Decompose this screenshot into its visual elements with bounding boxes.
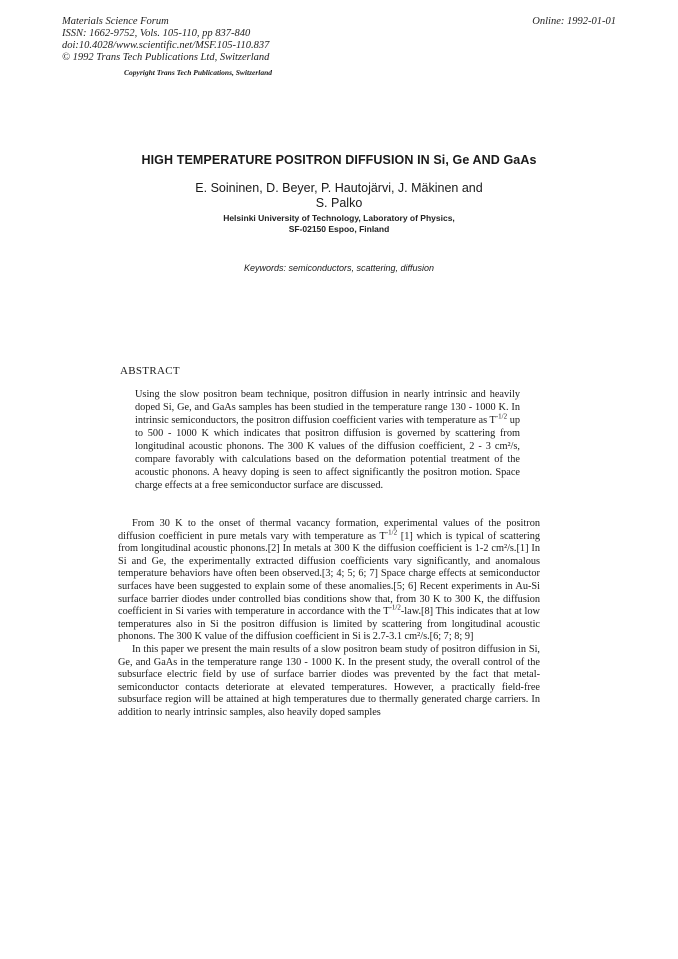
paper-title: HIGH TEMPERATURE POSITRON DIFFUSION IN Si, Ge AND GaAs — [141, 153, 537, 167]
body-paragraph-2: In this paper we present the main results of a slow positron beam study of positron diffusion in Si, Ge, and GaAs in the temperature range 130 - 1000 K. In the present study, the overall control of the subsurface electric field by use of surface barrier diodes was prevented by the fact that metal-semiconductor contacts deteriorate at elevated temperatures. However, a practically field-free subsurface region will be attained at high temperatures due to thermally generated charge carriers. In addition to nearly intrinsic samples, also heavily doped samples — [118, 643, 540, 718]
abstract-heading: ABSTRACT — [120, 365, 180, 377]
publisher-line: © 1992 Trans Tech Publications Ltd, Switzerland — [62, 52, 270, 63]
copyright-notice: Copyright Trans Tech Publications, Switzerland — [124, 68, 273, 77]
abstract-paragraph: Using the slow positron beam technique, positron diffusion in nearly intrinsic and heavily doped Si, Ge, and GaAs samples has been studied in the temperature range 130 - 1000 K. In intrinsic semiconductors, the positron diffusion coefficient varies with temperature as $T^{-1/2}$ up to 500 - 1000 K which indicates that positron diffusion is governed by scattering from longitudinal acoustic phonons. The 300 K values of the diffusion coefficient, 2 - 3 cm²/s, compare favorably with calculations based on the deformation potential treatment of the acoustic phonons. A heavy doping is seen to affect significantly the positron motion. Space charge effects at a free semiconductor surface are discussed. — [135, 389, 521, 491]
authors-line-2: S. Palko — [315, 196, 363, 210]
body-text — [118, 518, 540, 720]
publication-info — [62, 16, 442, 64]
body-paragraph-1: From 30 K to the onset of thermal vacancy formation, experimental values of the positron diffusion coefficient in pure metals vary with temperature as $T^{-1/2}$ [1] which is typical of scattering from longitudinal acoustic phonons.[2] In metals at 300 K the diffusion coefficient is 1-2 cm²/s.[1] In Si and Ge, the experimentally extracted diffusion coefficients vary significantly, and anomalous temperature behaviors have often been observed.[3; 4; 5; 6; 7] Space charge effects at semiconductor surfaces have been suggested to explain some of these anomalies.[5; 6] Recent experiments in Au-Si surface barrier diodes under controlled bias conditions show that, from 30 K to 300 K, the diffusion coefficient in Si varies with temperature in accordance with the $T^{-1/2}-law.[8]$ This indicates that at low temperatures also in Si the positron diffusion is limited by scattering from longitudinal acoustic phonons. The 300 K value of the diffusion coefficient in Si is 2.7-3.1 cm²/s.[6; 7; 8; 9] — [118, 518, 540, 643]
affiliation-line-2: SF-02150 Espoo, Finland — [288, 224, 390, 234]
affiliation-line-1: Helsinki University of Technology, Laboratory of Physics, — [223, 213, 455, 223]
journal-name: Materials Science Forum — [62, 16, 169, 27]
author-list — [150, 181, 528, 211]
affiliation — [100, 213, 578, 235]
issn-line: ISSN: 1662-9752, Vols. 105-110, pp 837-840 — [62, 28, 251, 39]
abstract-text — [135, 388, 520, 492]
keywords: Keywords: semiconductors, scattering, diffusion — [243, 263, 435, 273]
doi-line: doi:10.4028/www.scientific.net/MSF.105-110.837 — [62, 40, 270, 51]
online-date: Online: 1992-01-01 — [532, 16, 616, 27]
authors-line-1: E. Soininen, D. Beyer, P. Hautojärvi, J. Mäkinen and — [195, 181, 483, 195]
